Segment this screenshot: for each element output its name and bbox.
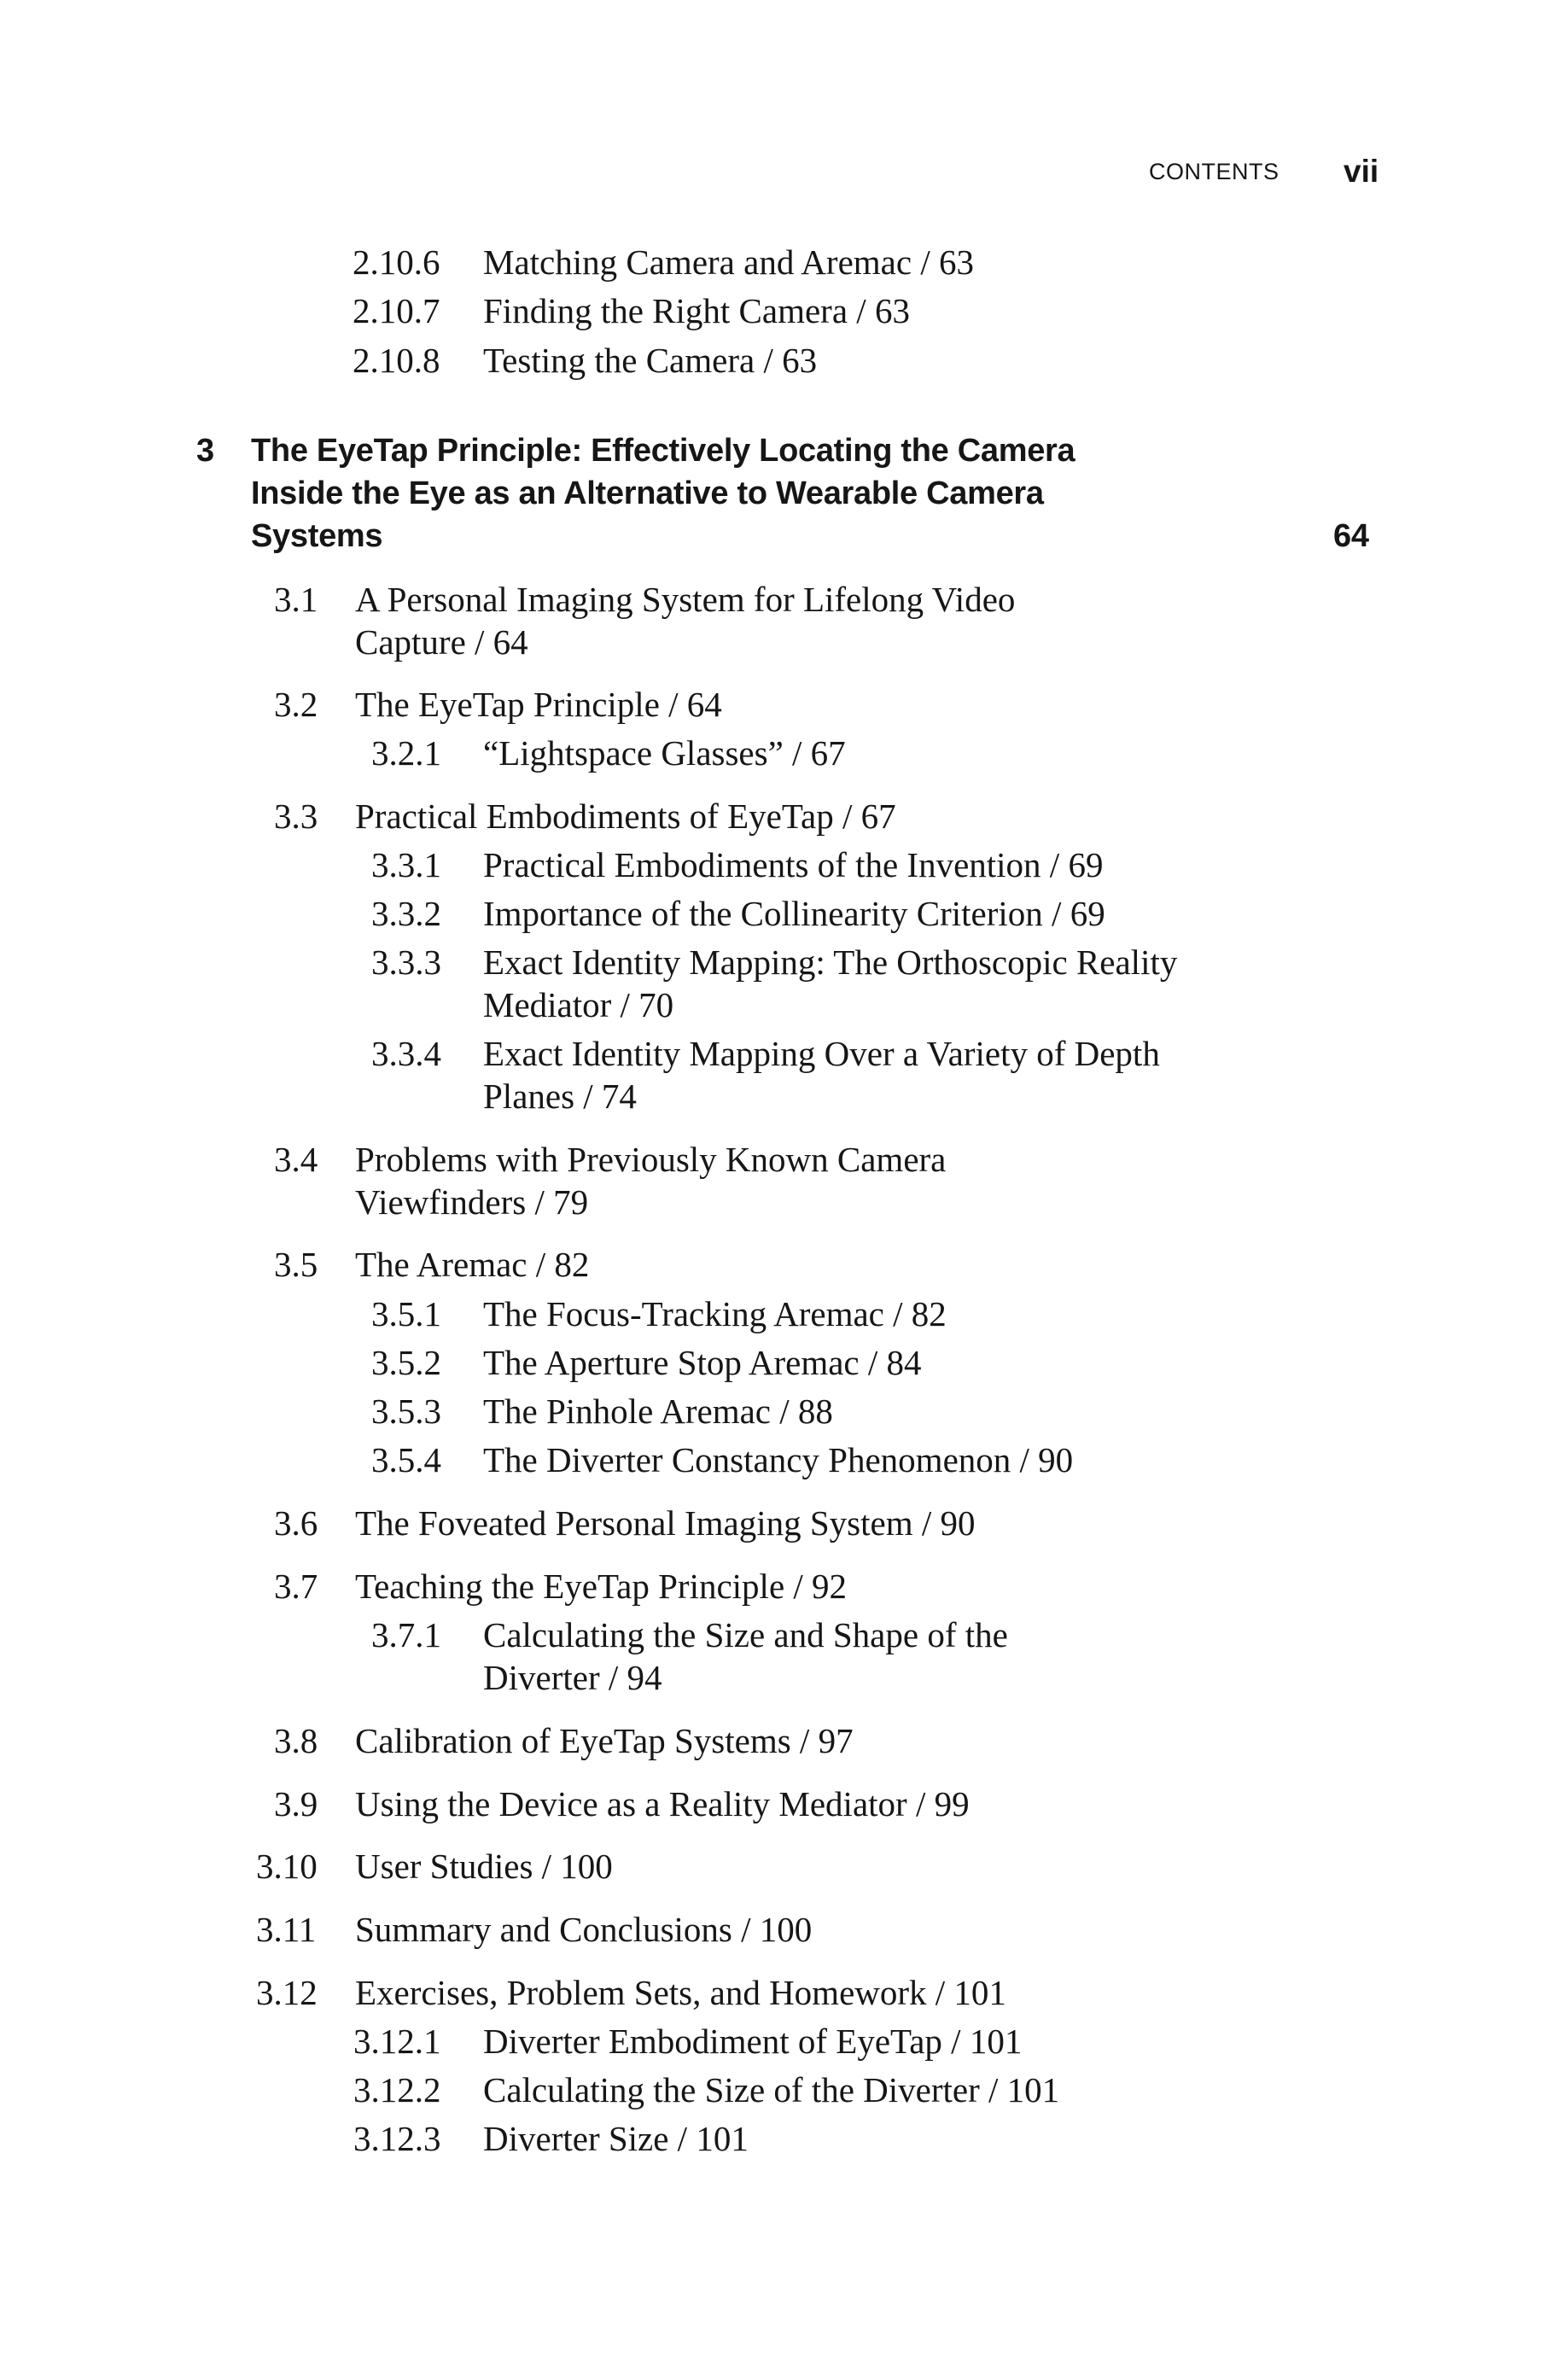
toc-subsection-title[interactable]: The Focus-Tracking Aremac / 82 <box>483 1294 947 1333</box>
toc-subsection-number: 3.3.4 <box>371 1034 441 1073</box>
toc-subsection-title[interactable]: The Pinhole Aremac / 88 <box>483 1392 833 1431</box>
toc-subsection-title[interactable]: Calculating the Size and Shape of the <box>483 1615 1008 1654</box>
toc-subsection-number: 3.12.2 <box>353 2070 441 2109</box>
toc-section-number: 3.7 <box>274 1567 318 1606</box>
toc-section-title[interactable]: Summary and Conclusions / 100 <box>355 1910 813 1949</box>
toc-subsection-number: 3.12.3 <box>353 2119 441 2158</box>
toc-subsection-number: 3.7.1 <box>371 1615 441 1654</box>
toc-section-title[interactable]: The Foveated Personal Imaging System / 90 <box>355 1503 976 1543</box>
toc-subsection-number: 3.5.4 <box>371 1440 441 1479</box>
toc-subsection-number: 3.3.3 <box>371 942 441 982</box>
toc-section-number: 3.2 <box>274 685 318 724</box>
toc-section-title-cont[interactable]: Capture / 64 <box>355 622 528 662</box>
toc-section-title[interactable]: Problems with Previously Known Camera <box>355 1140 947 1179</box>
toc-subsection-title[interactable]: Exact Identity Mapping Over a Variety of Depth <box>483 1034 1160 1073</box>
toc-subsection-number: 3.5.2 <box>371 1343 441 1382</box>
toc-section-number: 3.11 <box>256 1910 317 1949</box>
toc-entry-title[interactable]: Finding the Right Camera / 63 <box>483 291 910 330</box>
toc-entry-title[interactable]: Matching Camera and Aremac / 63 <box>483 242 974 282</box>
toc-subsection-title[interactable]: Exact Identity Mapping: The Orthoscopic Reality <box>483 942 1178 982</box>
toc-subsection-title[interactable]: Importance of the Collinearity Criterion / 69 <box>483 894 1105 933</box>
toc-entry-number: 2.10.8 <box>353 341 440 380</box>
toc-subsection-title[interactable]: Calculating the Size of the Diverter / 101 <box>483 2070 1060 2109</box>
toc-section-number: 3.12 <box>256 1973 318 2012</box>
toc-section-number: 3.5 <box>274 1245 318 1284</box>
toc-entry-title[interactable]: Testing the Camera / 63 <box>483 341 818 380</box>
chapter-page: 64 <box>1333 518 1369 554</box>
toc-subsection-number: 3.5.3 <box>371 1392 441 1431</box>
toc-section-title[interactable]: Teaching the EyeTap Principle / 92 <box>355 1567 848 1606</box>
toc-section-title[interactable]: Calibration of EyeTap Systems / 97 <box>355 1721 854 1760</box>
toc-subsection-title[interactable]: The Aperture Stop Aremac / 84 <box>483 1343 922 1382</box>
toc-entry-number: 2.10.6 <box>353 242 440 282</box>
toc-subsection-title-cont[interactable]: Diverter / 94 <box>483 1658 662 1697</box>
toc-subsection-number: 3.5.1 <box>371 1294 441 1333</box>
toc-subsection-title[interactable]: The Diverter Constancy Phenomenon / 90 <box>483 1440 1074 1479</box>
chapter-title-line[interactable]: Inside the Eye as an Alternative to Wearable Camera <box>251 476 1044 511</box>
toc-section-title[interactable]: The Aremac / 82 <box>355 1245 590 1284</box>
chapter-number: 3 <box>196 433 214 469</box>
toc-subsection-title[interactable]: “Lightspace Glasses” / 67 <box>483 733 846 773</box>
toc-section-number: 3.1 <box>274 580 318 619</box>
toc-section-number: 3.10 <box>256 1847 318 1886</box>
toc-entry-number: 2.10.7 <box>353 291 440 330</box>
toc-subsection-number: 3.3.1 <box>371 845 441 884</box>
toc-subsection-title-cont[interactable]: Planes / 74 <box>483 1077 637 1116</box>
toc-section-number: 3.9 <box>274 1784 318 1823</box>
toc-subsection-title[interactable]: Diverter Embodiment of EyeTap / 101 <box>483 2022 1023 2061</box>
toc-subsection-number: 3.12.1 <box>353 2022 441 2061</box>
toc-section-number: 3.3 <box>274 796 318 836</box>
toc-subsection-number: 3.2.1 <box>371 733 441 773</box>
toc-section-title[interactable]: User Studies / 100 <box>355 1847 613 1886</box>
toc-section-number: 3.8 <box>274 1721 318 1760</box>
toc-section-title[interactable]: Using the Device as a Reality Mediator / 99 <box>355 1784 970 1823</box>
chapter-title-line[interactable]: The EyeTap Principle: Effectively Locating the Camera <box>251 433 1075 469</box>
toc-section-number: 3.6 <box>274 1503 318 1543</box>
toc-section-title[interactable]: Exercises, Problem Sets, and Homework / 101 <box>355 1973 1006 2012</box>
page-number: vii <box>1344 154 1379 189</box>
toc-subsection-title-cont[interactable]: Mediator / 70 <box>483 985 674 1024</box>
toc-section-title[interactable]: A Personal Imaging System for Lifelong Video <box>355 580 1016 619</box>
toc-subsection-title[interactable]: Practical Embodiments of the Invention / 69 <box>483 845 1104 884</box>
chapter-title-line[interactable]: Systems <box>251 518 383 554</box>
toc-section-title-cont[interactable]: Viewfinders / 79 <box>355 1182 589 1222</box>
toc-section-title[interactable]: The EyeTap Principle / 64 <box>355 685 722 724</box>
toc-subsection-number: 3.3.2 <box>371 894 441 933</box>
toc-subsection-title[interactable]: Diverter Size / 101 <box>483 2119 749 2158</box>
toc-section-title[interactable]: Practical Embodiments of EyeTap / 67 <box>355 796 896 836</box>
toc-section-number: 3.4 <box>274 1140 318 1179</box>
running-header-label: CONTENTS <box>1149 159 1279 184</box>
